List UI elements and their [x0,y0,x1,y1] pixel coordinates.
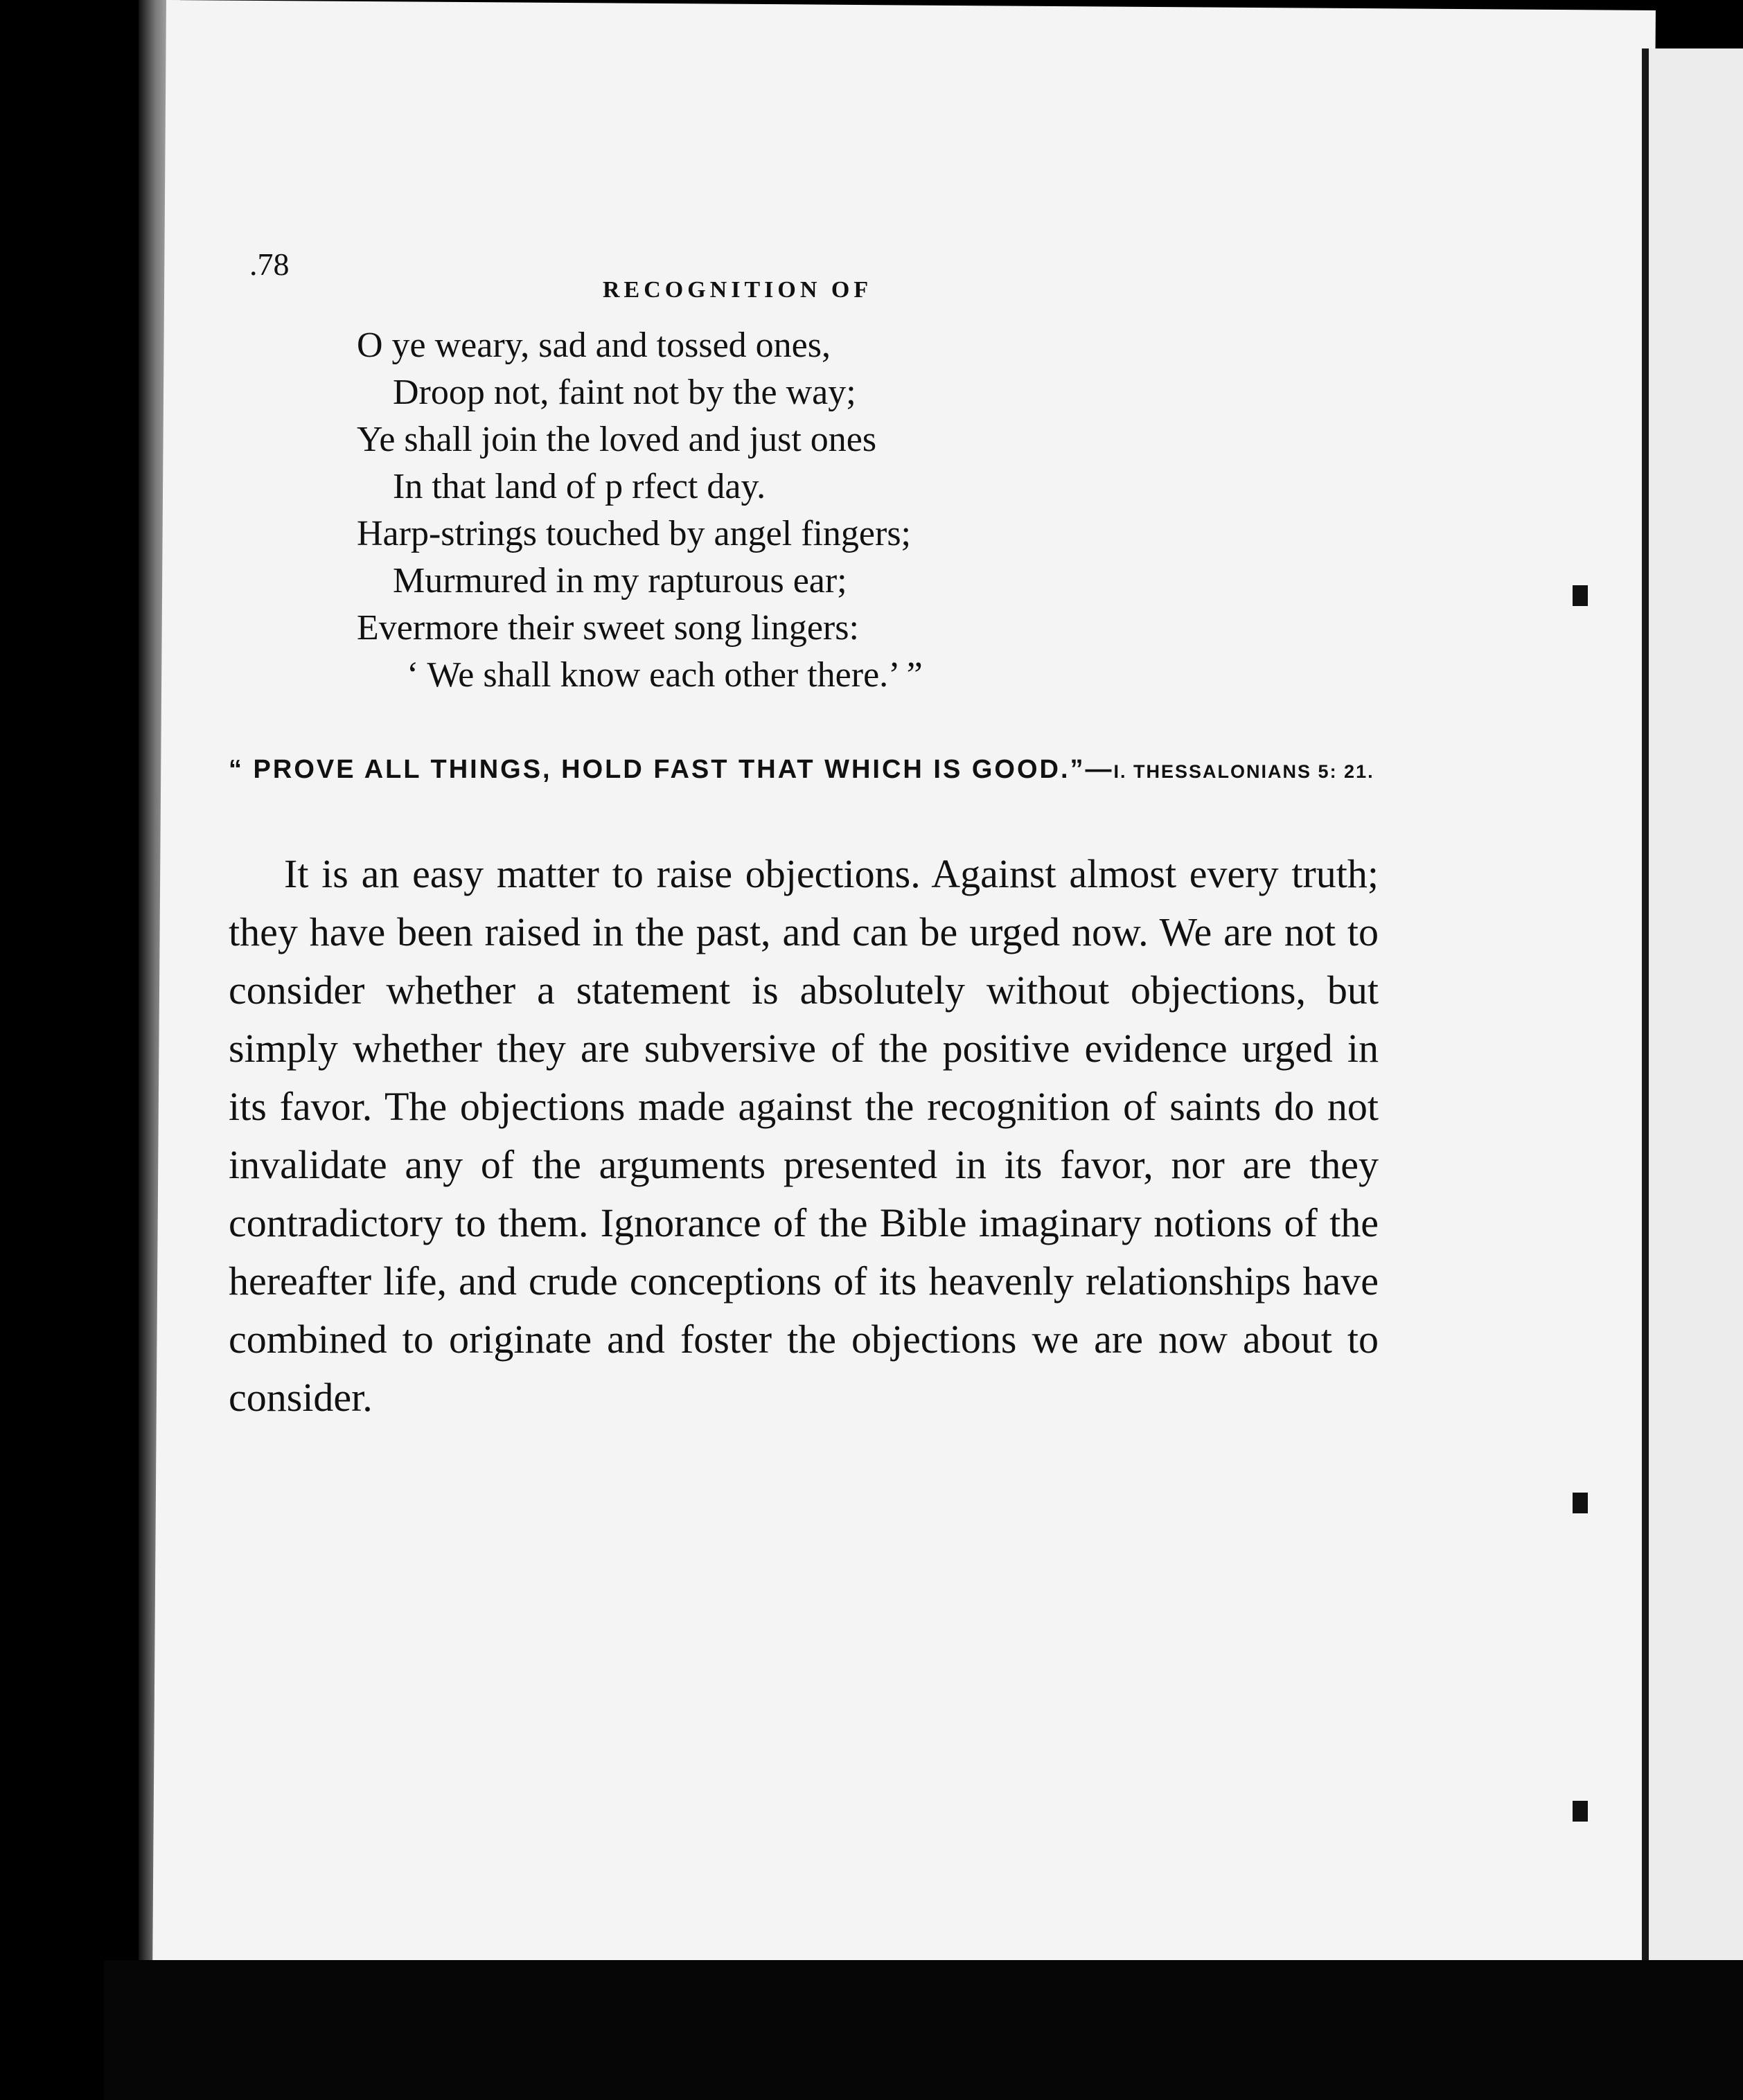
heading-citation: I. THESSALONIANS 5: 21. [1113,761,1374,782]
gutter-mark [1573,1493,1588,1513]
gutter-mark [1573,585,1588,606]
poem [357,322,1257,699]
adjacent-page-edge [1642,48,1743,1974]
heading-quote: “ PROVE ALL THINGS, HOLD FAST THAT WHICH IS GOOD.”— [229,755,1114,784]
poem-line: In that land of p rfect day. [393,467,766,506]
body-paragraph: It is an easy matter to raise objections. Against almost every truth; they have been raised in the past, and can be urged now. We are not to consider whether a statement is absolutely without objections, but simply whether they are subversive of the positive evidence urged in its favor. The objections made against the recognition of saints do not invalidate any of the arguments presented in its favor, nor are they contradictory to them. Ignorance of the Bible imaginary notions of the hereafter life, and crude conceptions of its heavenly relationships have combined to originate and foster the objections we are now about to consider. [229,851,1379,1420]
poem-line: ‘ We shall know each other there.’ ” [407,655,923,695]
running-head: RECOGNITION OF [603,277,873,303]
poem-line: Harp-strings touched by angel fingers; [357,514,912,553]
poem-line: Ye shall join the loved and just ones [357,420,877,459]
section-heading [229,751,1379,790]
poem-line: O ye weary, sad and tossed ones, [357,326,831,365]
page-number: .78 [249,247,290,282]
gutter-mark [1573,1801,1588,1822]
poem-line: Murmured in my rapturous ear; [393,561,847,600]
scan-bottom-shadow [104,1960,1743,2100]
poem-line: Evermore their sweet song lingers: [357,608,859,648]
poem-line: Droop not, faint not by the way; [393,373,856,412]
